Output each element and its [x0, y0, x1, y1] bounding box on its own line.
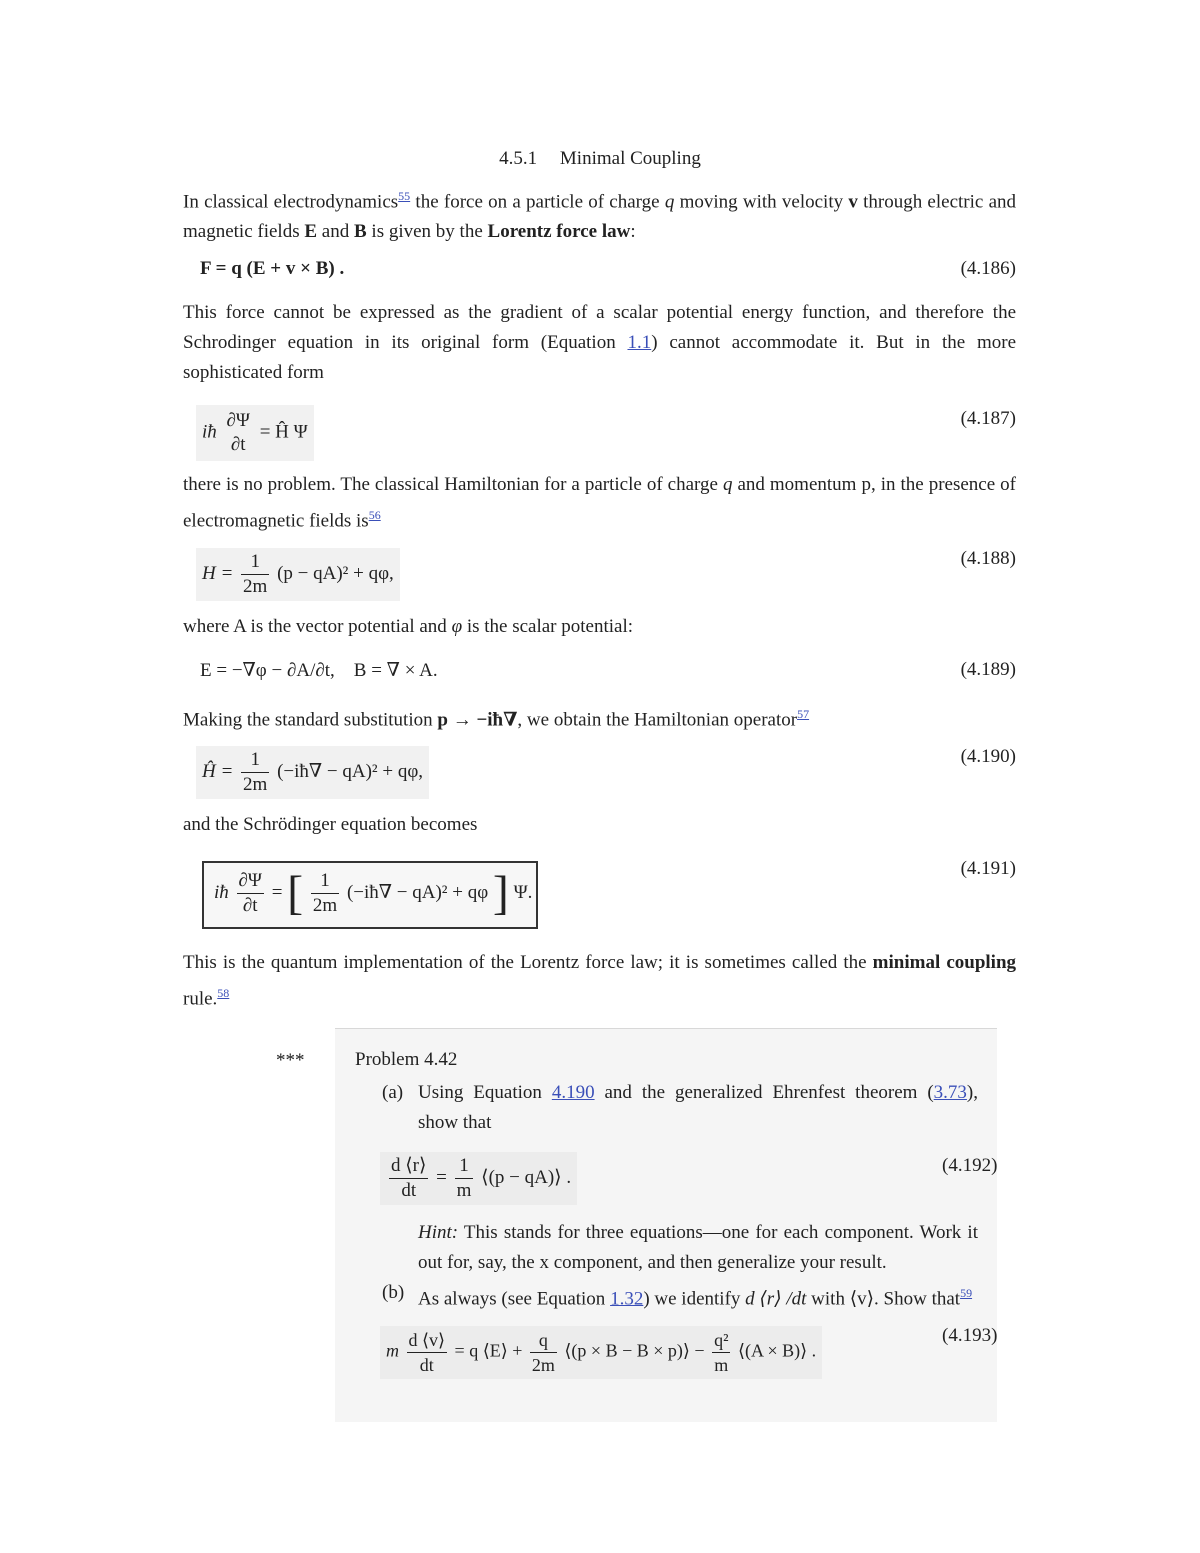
phi-symbol: φ	[451, 616, 463, 637]
equation-number-4-189: (4.189)	[960, 659, 1016, 680]
footnote-link-57[interactable]: 57	[797, 707, 810, 721]
e-field-symbol: E	[304, 221, 318, 243]
text-run: rule.	[183, 988, 218, 1010]
fraction-numerator: q	[530, 1328, 557, 1353]
fraction-numerator: ∂Ψ	[237, 869, 264, 894]
velocity-symbol: v	[848, 191, 858, 213]
problem-title: Problem 4.42	[355, 1049, 458, 1070]
eq-rhs: = Ĥ Ψ	[259, 421, 308, 443]
paragraph-3	[183, 470, 1016, 536]
text-run: is given by the	[366, 221, 488, 243]
expression: d ⟨r⟩ /dt	[745, 1288, 807, 1310]
equation-4-191	[214, 866, 533, 920]
footnote-link-58[interactable]: 58	[217, 986, 230, 1000]
paragraph-7	[183, 948, 1016, 1014]
equation-4-186: F = q (E + v × B) .	[200, 258, 345, 279]
text-run: there is no problem. The classical Hamiltonian for a particle of charge	[183, 474, 723, 495]
part-a-text	[418, 1078, 978, 1138]
equation-link-1-32[interactable]: 1.32	[610, 1288, 644, 1310]
text-run: with ⟨v⟩. Show that	[806, 1288, 961, 1310]
eq-lhs: H =	[202, 562, 234, 584]
equation-number-4-192: (4.192)	[942, 1155, 998, 1176]
fraction-denominator: m	[714, 1355, 729, 1375]
equation-number-4-193: (4.193)	[942, 1325, 998, 1346]
text-run: ) cannot accommodate it. But in the more sophisticated form	[183, 332, 1016, 383]
paragraph-4	[183, 612, 1016, 642]
equation-number-4-187: (4.187)	[960, 408, 1016, 429]
equals-sign: =	[271, 881, 283, 903]
equation-4-191-box	[202, 861, 538, 929]
footnote-link-56[interactable]: 56	[368, 508, 381, 522]
fraction-numerator: 1	[311, 869, 339, 894]
fraction-numerator: 1	[241, 748, 269, 773]
equation-4-187	[196, 405, 314, 461]
eq-lhs: iħ	[202, 421, 217, 443]
eq-rhs: (−iħ∇ − qA)² + qφ,	[277, 760, 424, 782]
text-run: ) we identify	[643, 1288, 746, 1310]
inner-rhs: (−iħ∇ − qA)² + qφ	[346, 881, 489, 903]
text-run: Making the standard substitution	[183, 709, 438, 731]
eq-lhs: Ĥ =	[202, 760, 234, 782]
fraction-denominator: dt	[419, 1355, 434, 1375]
fraction-numerator: d ⟨v⟩	[407, 1328, 448, 1353]
text-run: :	[630, 221, 636, 243]
fraction	[241, 550, 269, 599]
text-run: and the generalized Ehrenfest theorem (	[594, 1082, 934, 1103]
equation-4-189: E = −∇φ − ∂A/∂t, B = ∇ × A.	[200, 660, 438, 681]
part-b-text	[418, 1278, 988, 1314]
fraction	[455, 1154, 474, 1203]
fraction	[225, 409, 252, 457]
fraction	[407, 1328, 448, 1377]
charge-symbol: q	[664, 191, 675, 213]
fraction-denominator: 2m	[243, 576, 268, 597]
equation-link-4-190[interactable]: 4.190	[551, 1082, 595, 1103]
footnote-link-55[interactable]: 55	[398, 189, 411, 203]
text-run: and	[317, 221, 354, 243]
left-bracket: [	[287, 866, 304, 920]
momentum-substitution: p → −iħ∇	[437, 709, 518, 731]
mass-symbol: m	[386, 1340, 399, 1361]
fraction	[530, 1328, 557, 1377]
text-run: As always (see Equation	[418, 1288, 611, 1310]
equation-4-188	[196, 548, 400, 601]
text-run: moving with velocity	[674, 191, 849, 213]
text-run: through electric and magnetic fields	[183, 191, 1016, 243]
right-bracket: ]	[492, 866, 509, 920]
fraction	[389, 1154, 428, 1203]
fraction-numerator: 1	[455, 1154, 474, 1179]
equation-number-4-186: (4.186)	[960, 258, 1016, 279]
text-run: This force cannot be expressed as the gradient of a scalar potential energy function, and therefore the Schrodinger equation in its original form (Equation	[183, 302, 1016, 353]
intro-paragraph	[183, 181, 1016, 247]
fraction-numerator: d ⟨r⟩	[389, 1154, 428, 1179]
equals-sign: =	[436, 1166, 447, 1188]
section-heading	[0, 148, 1200, 170]
text-run: ), show that	[418, 1082, 978, 1133]
text-run: This stands for three equations—one for each component. Work it out for, say, the x component, and then generalize your result.	[418, 1222, 978, 1273]
eq-middle: = q ⟨E⟩ +	[454, 1340, 523, 1361]
term-lorentz-force-law: Lorentz force law	[487, 221, 631, 243]
eq-rhs: (p − qA)² + qφ,	[277, 562, 394, 584]
part-a-label: (a)	[382, 1082, 404, 1103]
paragraph-5	[183, 699, 1016, 735]
difficulty-stars: ***	[276, 1050, 305, 1071]
hint-text	[418, 1218, 978, 1278]
text-run: the force on a particle of charge	[410, 191, 665, 213]
eq-rhs: ⟨(A × B)⟩ .	[737, 1340, 817, 1361]
paragraph-6: and the Schrödinger equation becomes	[183, 814, 478, 835]
term-minimal-coupling: minimal coupling	[872, 952, 1017, 973]
equation-number-4-191: (4.191)	[960, 858, 1016, 879]
equation-number-4-190: (4.190)	[960, 746, 1016, 767]
fraction	[241, 748, 269, 797]
fraction-denominator: 2m	[243, 774, 268, 795]
inner-fraction	[311, 869, 339, 918]
text-run: and momentum p, in the presence of electromagnetic fields is	[183, 474, 1016, 532]
text-run: where A is the vector potential and	[183, 616, 452, 637]
text-run: In classical electrodynamics	[183, 191, 399, 213]
fraction-denominator: ∂t	[230, 434, 246, 455]
equation-4-192	[380, 1152, 577, 1205]
fraction-denominator: dt	[401, 1180, 417, 1201]
section-title: Minimal Coupling	[559, 148, 701, 169]
fraction-numerator: ∂Ψ	[226, 410, 250, 431]
fraction-denominator: ∂t	[242, 895, 258, 916]
b-field-symbol: B	[353, 221, 367, 243]
fraction-denominator: m	[456, 1180, 472, 1201]
eq-middle: ⟨(p × B − B × p)⟩ −	[564, 1340, 705, 1361]
footnote-link-59[interactable]: 59	[960, 1286, 973, 1300]
fraction	[237, 869, 264, 918]
paragraph-2	[183, 298, 1016, 388]
fraction-denominator: 2m	[312, 895, 338, 916]
text-run: Using Equation	[418, 1082, 552, 1103]
eq-lhs: iħ	[214, 881, 229, 903]
equation-4-193	[380, 1326, 822, 1379]
charge-symbol: q	[722, 474, 733, 495]
text-run: , we obtain the Hamiltonian operator	[517, 709, 798, 731]
part-b-label: (b)	[382, 1282, 405, 1303]
fraction-numerator: 1	[241, 550, 269, 575]
fraction	[712, 1328, 730, 1377]
eq-tail: Ψ.	[513, 881, 533, 903]
text-run: is the scalar potential:	[462, 616, 634, 637]
fraction-denominator: 2m	[531, 1355, 555, 1375]
equation-link-1-1[interactable]: 1.1	[627, 332, 652, 353]
equation-number-4-188: (4.188)	[960, 548, 1016, 569]
hint-label: Hint:	[418, 1222, 459, 1243]
equation-4-190	[196, 746, 429, 799]
eq-rhs: ⟨(p − qA)⟩ .	[481, 1166, 572, 1188]
equation-link-3-73[interactable]: 3.73	[933, 1082, 967, 1103]
text-run: This is the quantum implementation of the Lorentz force law; it is sometimes called the	[183, 952, 873, 973]
fraction-numerator: q²	[712, 1328, 730, 1353]
section-number: 4.5.1	[499, 148, 538, 169]
